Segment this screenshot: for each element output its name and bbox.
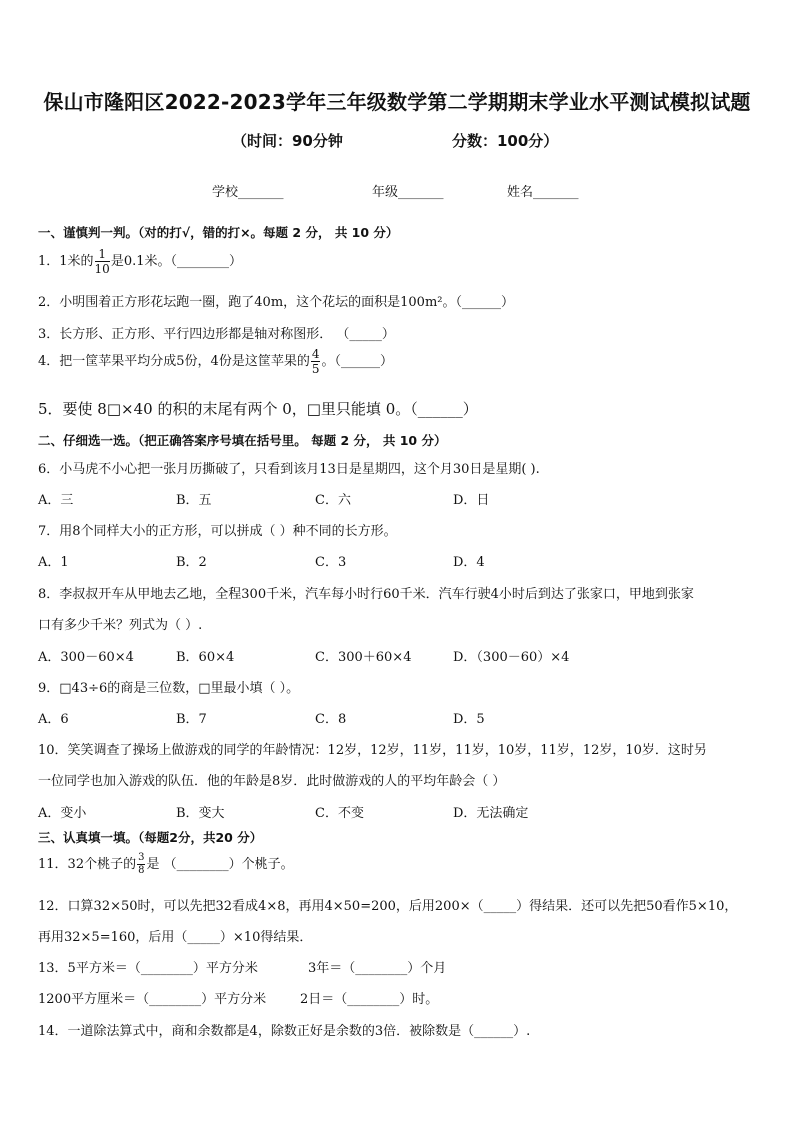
- fraction: [137, 853, 145, 876]
- question-13-part-a: 13．5平方米＝（________）平方分米: [38, 961, 258, 976]
- question-9: 9．□43÷6的商是三位数，□里最小填（ ）。: [38, 681, 300, 696]
- option-a: A．三: [38, 493, 74, 508]
- question-10-line-1: 10．笑笑调查了操场上做游戏的同学的年龄情况：12岁，12岁，11岁，11岁，10岁，11岁，12岁，10岁．这时另: [38, 743, 707, 758]
- option-c: C．300＋60×4: [315, 650, 412, 665]
- exam-time: （时间：90分钟: [232, 132, 343, 150]
- question-13-part-c: 1200平方厘米＝（________）平方分米: [38, 992, 267, 1007]
- question-13-part-b: 3年＝（________）个月: [308, 961, 447, 976]
- name-field: 姓名_______: [507, 185, 579, 200]
- fraction-denominator: 10: [94, 262, 110, 276]
- fraction-denominator: 5: [311, 362, 320, 376]
- option-b: B．2: [176, 555, 207, 570]
- question-5: 5．要使 8□×40 的积的末尾有两个 0，□里只能填 0。（______）: [38, 400, 478, 418]
- question-7: 7．用8个同样大小的正方形，可以拼成（ ）种不同的长方形。: [38, 524, 397, 539]
- question-12-line-1: 12．口算32×50时，可以先把32看成4×8，再用4×50=200，后用200×（_____）得结果．还可以先把50看作5×10，: [38, 899, 738, 914]
- option-d: D．无法确定: [453, 806, 529, 821]
- question-8-line-2: 口有多少千米？列式为（ ）.: [38, 618, 203, 633]
- question-11-suffix: 是 （________）个桃子。: [146, 857, 294, 872]
- exam-title: 保山市隆阳区2022-2023学年三年级数学第二学期期末学业水平测试模拟试题: [43, 90, 751, 114]
- fraction-numerator: 1: [95, 248, 110, 262]
- question-1-prefix: 1．1米的: [38, 254, 94, 269]
- question-13-part-d: 2日＝（________）时。: [300, 992, 439, 1007]
- question-1: [38, 248, 242, 275]
- fraction: [95, 248, 110, 275]
- fraction: [311, 348, 321, 375]
- option-b: B．变大: [176, 806, 225, 821]
- fraction-numerator: 3: [138, 852, 145, 863]
- fraction-denominator: 8: [138, 865, 145, 876]
- question-1-suffix: 是0.1米。（________）: [110, 254, 243, 269]
- section-2-heading: 二、仔细选一选。（把正确答案序号填在括号里。 每题 2 分， 共 10 分）: [38, 433, 447, 448]
- question-8-line-1: 8．李叔叔开车从甲地去乙地，全程300千米，汽车每小时行60千米．汽车行驶4小时后到达了张家口，甲地到张家: [38, 587, 694, 602]
- option-a: A．变小: [38, 806, 87, 821]
- question-11-prefix: 11．32个桃子的: [38, 857, 137, 872]
- school-field: 学校_______: [212, 185, 284, 200]
- option-c: C．六: [315, 493, 351, 508]
- question-3: 3．长方形、正方形、平行四边形都是轴对称图形． （_____）: [38, 327, 395, 342]
- option-d: D．4: [453, 555, 485, 570]
- fraction-numerator: 4: [311, 347, 320, 361]
- question-11: [38, 853, 294, 876]
- option-b: B．五: [176, 493, 212, 508]
- question-4-prefix: 4．把一筐苹果平均分成5份，4份是这筐苹果的: [38, 354, 310, 369]
- exam-score: 分数：100分）: [452, 132, 559, 150]
- option-d: D．（300－60）×4: [453, 650, 570, 665]
- option-a: A．300－60×4: [38, 650, 134, 665]
- section-3-heading: 三、认真填一填。（每题2分，共20 分）: [38, 830, 263, 845]
- question-14: 14．一道除法算式中，商和余数都是4，除数正好是余数的3倍．被除数是（______）.: [38, 1024, 531, 1039]
- section-1-heading: 一、谨慎判一判。（对的打√，错的打×。每题 2 分， 共 10 分）: [38, 225, 399, 240]
- question-6: 6．小马虎不小心把一张月历撕破了，只看到该月13日是星期四，这个月30日是星期( ).: [38, 462, 540, 477]
- grade-field: 年级_______: [372, 185, 444, 200]
- question-2: 2．小明围着正方形花坛跑一圈，跑了40m，这个花坛的面积是100m²。（______）: [38, 295, 514, 310]
- option-a: A．6: [38, 712, 69, 727]
- question-4-suffix: 。（______）: [321, 354, 393, 369]
- option-d: D．日: [453, 493, 490, 508]
- option-a: A．1: [38, 555, 69, 570]
- option-c: C．不变: [315, 806, 364, 821]
- option-c: C．8: [315, 712, 347, 727]
- option-d: D．5: [453, 712, 485, 727]
- option-b: B．7: [176, 712, 207, 727]
- question-12-line-2: 再用32×5=160，后用（_____）×10得结果．: [38, 930, 313, 945]
- option-b: B．60×4: [176, 650, 235, 665]
- question-10-line-2: 一位同学也加入游戏的队伍．他的年龄是8岁．此时做游戏的人的平均年龄会（ ）: [38, 774, 506, 789]
- option-c: C．3: [315, 555, 347, 570]
- question-4: [38, 348, 393, 375]
